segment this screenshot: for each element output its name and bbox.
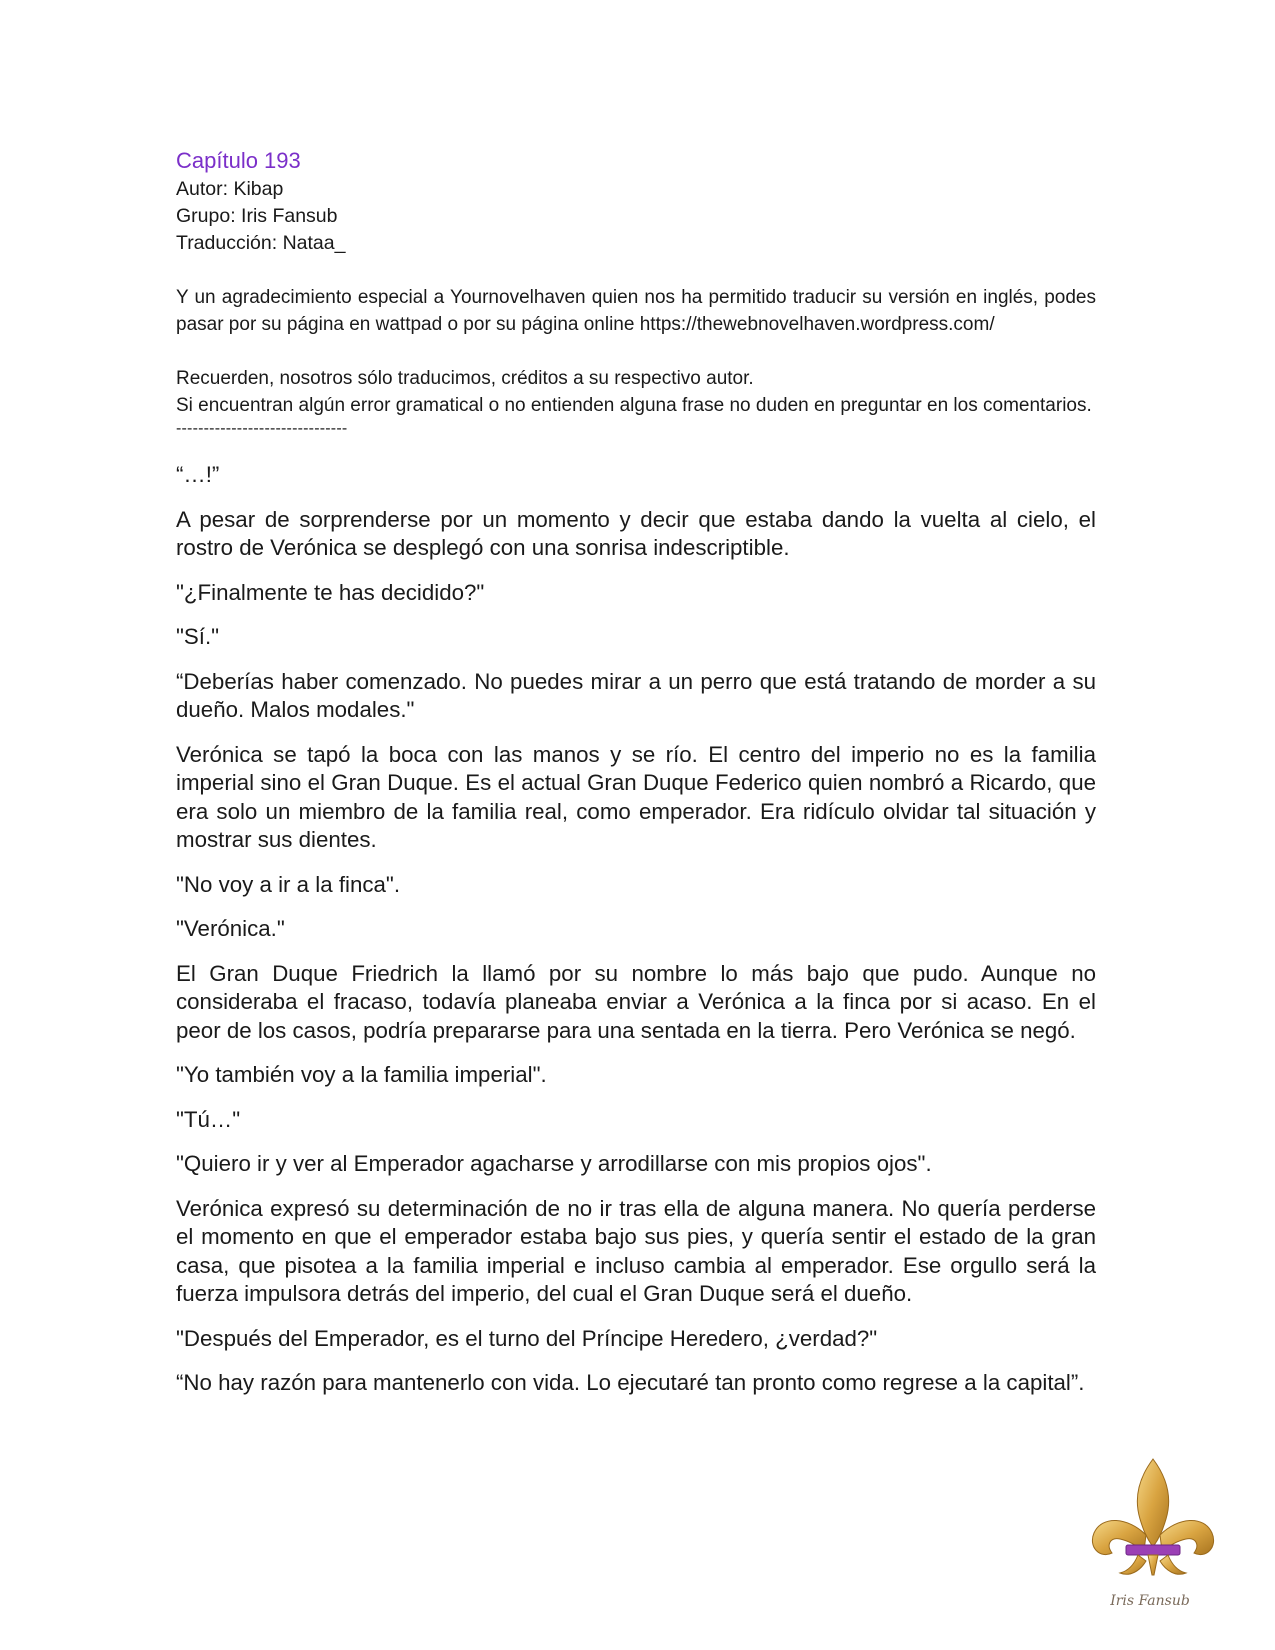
story-paragraph: Verónica expresó su determinación de no ir tras ella de alguna manera. No quería perderse el momento en que el emperador estaba bajo sus pies, y quería sentir el estado de la gran casa, que pisotea a la familia imperial e incluso cambia al emperador. Ese orgullo será la fuerza impulsora detrás del imperio, del cual el Gran Duque será el dueño. (176, 1195, 1096, 1306)
credits-note: Recuerden, nosotros sólo traducimos, créditos a su respectivo autor. (176, 368, 754, 389)
translator-notes (176, 284, 1096, 439)
story-paragraph: "Verónica." (176, 916, 285, 941)
story-text (176, 461, 1096, 1398)
group-line: Grupo: Iris Fansub (176, 205, 338, 227)
questions-note: Si encuentran algún error gramatical o no entienden alguna frase no duden en preguntar en los comentarios. (176, 395, 1092, 416)
story-paragraph: "Sí." (176, 624, 220, 649)
story-paragraph: "Quiero ir y ver al Emperador agacharse y arrodillarse con mis propios ojos". (176, 1151, 932, 1176)
source-link[interactable]: https://thewebnovelhaven.wordpress.com/ (639, 314, 995, 335)
story-paragraph: “…!” (176, 462, 220, 487)
logo-signature: Iris Fansub (1110, 1593, 1190, 1609)
document-page (176, 146, 1096, 1414)
story-paragraph: Verónica se tapó la boca con las manos y se río. El centro del imperio no es la familia imperial sino el Gran Duque. Es el actual Gran Duque Federico quien nombró a Ricardo, que era solo un miembro de la familia real, como emperador. Era ridículo olvidar tal situación y mostrar sus dientes. (176, 741, 1096, 852)
thanks-text: Y un agradecimiento especial a Yournovelhaven quien nos ha permitido traducir su versión en inglés, podes pasar por su página en wattpad o por su página online (176, 287, 1096, 335)
story-paragraph: "Yo también voy a la familia imperial". (176, 1062, 547, 1087)
story-paragraph: "¿Finalmente te has decidido?" (176, 579, 485, 605)
story-paragraph: "No voy a ir a la finca". (176, 871, 401, 897)
story-paragraph: A pesar de sorprenderse por un momento y decir que estaba dando la vuelta al cielo, el rostro de Verónica se desplegó con una sonrisa indescriptible. (176, 506, 1096, 560)
author-line: Autor: Kibap (176, 178, 284, 200)
section-divider: ------------------------------- (176, 420, 348, 437)
story-paragraph: "Después del Emperador, es el turno del Príncipe Heredero, ¿verdad?" (176, 1325, 878, 1351)
story-paragraph: “Deberías haber comenzado. No puedes mirar a un perro que está tratando de morder a su dueño. Malos modales." (176, 668, 1096, 722)
iris-fansub-logo (1088, 1455, 1218, 1615)
fleur-de-lis-icon (1088, 1455, 1218, 1615)
thanks-note (176, 284, 1096, 338)
story-paragraph: El Gran Duque Friedrich la llamó por su nombre lo más bajo que pudo. Aunque no consideraba el fracaso, todavía planeaba enviar a Verónica a la finca por si acaso. En el peor de los casos, podría prepararse para una sentada en la tierra. Pero Verónica se negó. (176, 960, 1096, 1043)
story-paragraph: “No hay razón para mantenerlo con vida. Lo ejecutaré tan pronto como regrese a la capital”. (176, 1370, 1085, 1395)
chapter-title: Capítulo 193 (176, 148, 301, 173)
story-paragraph: "Tú…" (176, 1106, 241, 1132)
translation-line: Traducción: Nataa_ (176, 232, 346, 254)
